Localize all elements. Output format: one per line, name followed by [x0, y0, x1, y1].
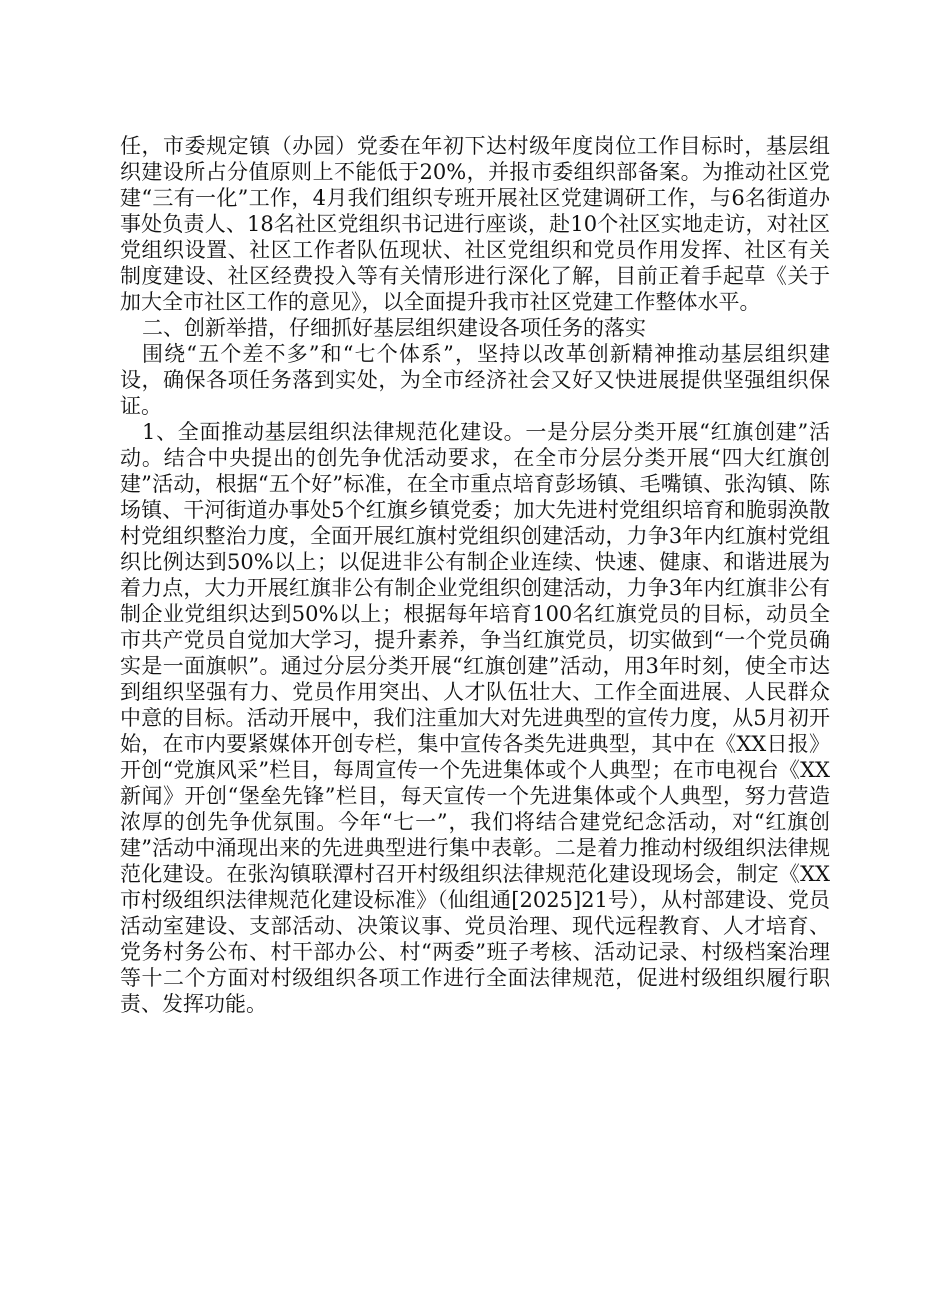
- document-page: [120, 133, 830, 1017]
- paragraph-intro: 围绕“五个差不多”和“七个体系”，坚持以改革创新精神推动基层组织建设，确保各项任务落到实处，为全市经济社会又好又快进展提供坚强组织保证。: [120, 342, 830, 418]
- paragraph-continuation: 任，市委规定镇（办园）党委在年初下达村级年度岗位工作目标时，基层组织建设所占分值原则上不能低于20%，并报市委组织部备案。为推动社区党建“三有一化”工作，4月我们组织专班开展社区党建调研工作，与6名街道办事处负责人、18名社区党组织书记进行座谈，赴10个社区实地走访，对社区党组织设置、社区工作者队伍现状、社区党组织和党员作用发挥、社区有关制度建设、社区经费投入等有关情形进行深化了解，目前正着手起草《关于加大全市社区工作的意见》，以全面提升我市社区党建工作整体水平。: [120, 134, 830, 314]
- paragraph-item-1: 1、全面推动基层组织法律规范化建设。一是分层分类开展“红旗创建”活动。结合中央提出的创先争优活动要求，在全市分层分类开展“四大红旗创建”活动，根据“五个好”标准，在全市重点培育彭场镇、毛嘴镇、张沟镇、陈场镇、干河街道办事处5个红旗乡镇党委；加大先进村党组织培育和脆弱涣散村党组织整治力度，全面开展红旗村党组织创建活动，力争3年内红旗村党组织比例达到50%以上；以促进非公有制企业连续、快速、健康、和谐进展为着力点，大力开展红旗非公有制企业党组织创建活动，力争3年内红旗非公有制企业党组织达到50%以上；根据每年培育100名红旗党员的目标，动员全市共产党员自觉加大学习，提升素养，争当红旗党员，切实做到“一个党员确实是一面旗帜”。通过分层分类开展“红旗创建”活动，用3年时刻，使全市达到组织坚强有力、党员作用突出、人才队伍壮大、工作全面进展、人民群众中意的目标。活动开展中，我们注重加大对先进典型的宣传力度，从5月初开始，在市内要紧媒体开创专栏，集中宣传各类先进典型，其中在《XX日报》开创“党旗风采”栏目，每周宣传一个先进集体或个人典型；在市电视台《XX新闻》开创“堡垒先锋”栏目，每天宣传一个先进集体或个人典型，努力营造浓厚的创先争优氛围。今年“七一”，我们将结合建党纪念活动，对“红旗创建”活动中涌现出来的先进典型进行集中表彰。二是着力推动村级组织法律规范化建设。在张沟镇联潭村召开村级组织法律规范化建设现场会，制定《XX市村级组织法律规范化建设标准》（仙组通[2025]21号），从村部建设、党员活动室建设、支部活动、决策议事、党员治理、现代远程教育、人才培育、党务村务公布、村干部办公、村“两委”班子考核、活动记录、村级档案治理等十二个方面对村级组织各项工作进行全面法律规范，促进村级组织履行职责、发挥功能。: [120, 420, 830, 1016]
- section-heading: 二、创新举措，仔细抓好基层组织建设各项任务的落实: [142, 316, 646, 340]
